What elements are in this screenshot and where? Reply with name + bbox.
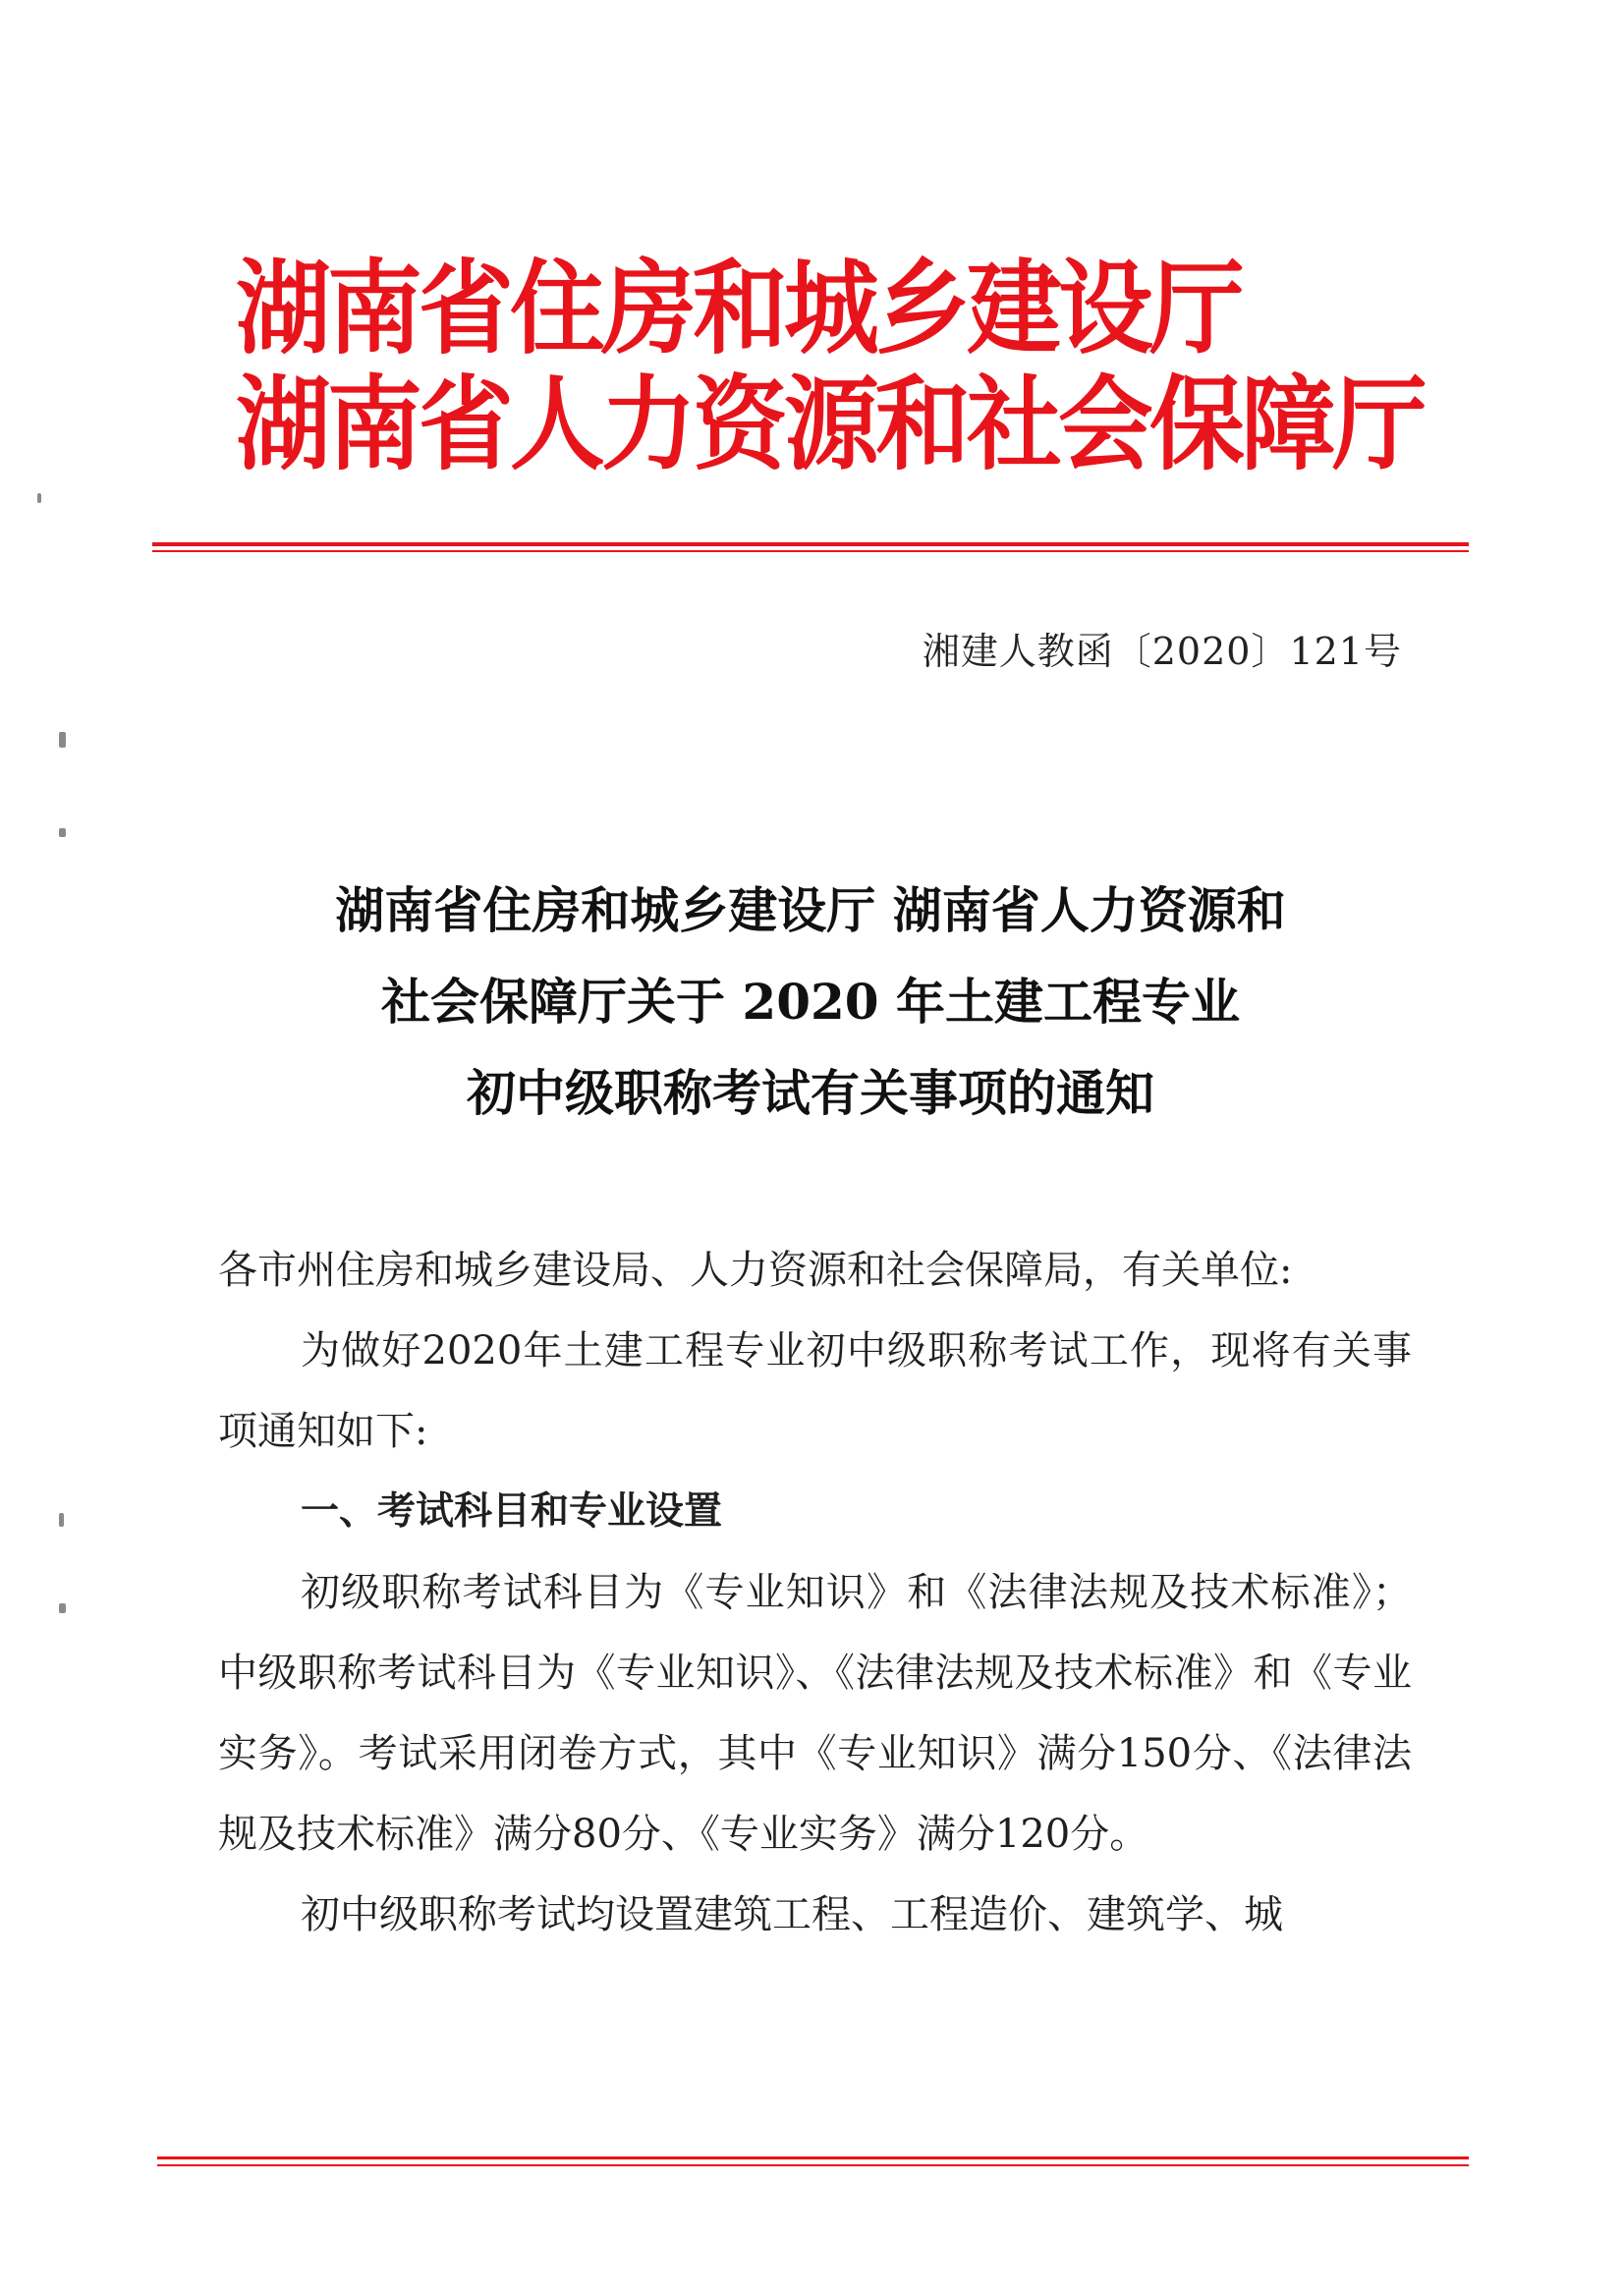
issuer-header (236, 249, 1425, 484)
scan-mark (59, 1603, 66, 1613)
title-line-3: 初中级职称考试有关事项的通知 (467, 1064, 1154, 1122)
scan-mark (59, 732, 66, 748)
document-number: 湘建人教函〔2020〕121号 (922, 630, 1402, 673)
document-body (218, 1230, 1412, 1955)
header-rule-thin (152, 550, 1469, 552)
footer-rule-bottom (157, 2164, 1469, 2166)
issuer-name-hr: 湖南省人力资源和社会保障厅 (236, 364, 1425, 484)
section-1-paragraph-1: 初级职称考试科目为《专业知识》和《法律法规及技术标准》；中级职称考试科目为《专业知识》、《法律法规及技术标准》和《专业实务》。考试采用闭卷方式，其中《专业知识》满分150分、《法律法规及技术标准》满分80分、《专业实务》满分120分。 (218, 1570, 1412, 1857)
scan-mark (37, 493, 41, 503)
footer-rule-top (157, 2156, 1469, 2159)
section-1-paragraph-2: 初中级职称考试均设置建筑工程、工程造价、建筑学、城 (301, 1892, 1283, 1937)
scan-mark (59, 828, 66, 837)
salutation: 各市州住房和城乡建设局、人力资源和社会保障局，有关单位: (218, 1248, 1293, 1293)
title-line-1: 湖南省住房和城乡建设厅 湖南省人力资源和 (335, 881, 1286, 939)
issuer-name-housing: 湖南省住房和城乡建设厅 (236, 249, 1242, 368)
section-1-heading: 一、考试科目和专业设置 (301, 1489, 723, 1534)
document-title (196, 865, 1425, 1139)
footer-red-rule (157, 2156, 1469, 2166)
intro-paragraph: 为做好2020年土建工程专业初中级职称考试工作，现将有关事项通知如下: (218, 1328, 1412, 1454)
scan-mark (59, 1513, 64, 1527)
header-red-rule (152, 542, 1469, 552)
title-line-2: 社会保障厅关于 2020 年土建工程专业 (381, 973, 1240, 1031)
header-rule-thick (152, 542, 1469, 546)
